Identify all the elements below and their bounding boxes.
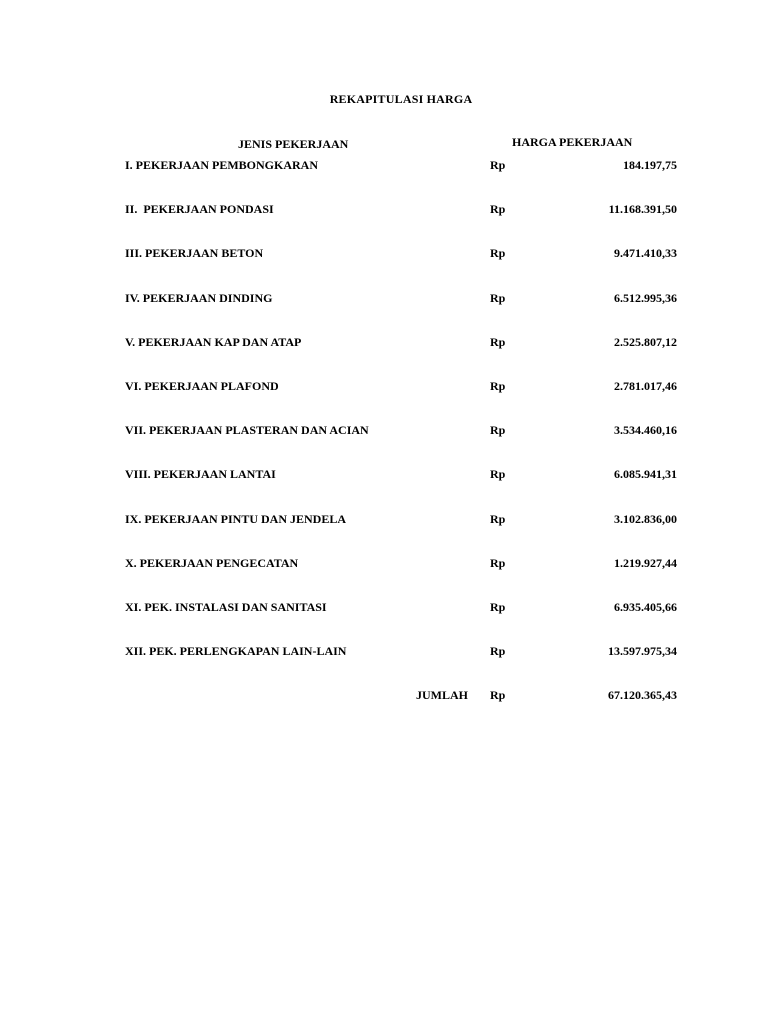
column-header-harga: HARGA PEKERJAAN xyxy=(512,135,633,149)
work-item-label: XII. PEK. PERLENGKAPAN LAIN-LAIN xyxy=(125,644,347,659)
currency-label: Rp xyxy=(490,378,506,393)
cost-row xyxy=(0,423,768,467)
cost-row xyxy=(0,467,768,511)
currency-label: Rp xyxy=(490,423,506,438)
total-label: JUMLAH xyxy=(416,688,468,702)
work-item-label: VIII. PEKERJAAN LANTAI xyxy=(125,467,276,482)
cost-row xyxy=(0,335,768,379)
cost-amount: 13.597.975,34 xyxy=(608,644,677,659)
total-row xyxy=(0,688,768,704)
work-item-label: II. PEKERJAAN PONDASI xyxy=(125,202,274,217)
cost-summary-list xyxy=(0,158,768,688)
cost-row xyxy=(0,600,768,644)
cost-amount: 2.525.807,12 xyxy=(614,334,677,349)
work-item-label: VII. PEKERJAAN PLASTERAN DAN ACIAN xyxy=(125,423,369,438)
work-item-label: I. PEKERJAAN PEMBONGKARAN xyxy=(125,158,319,172)
cost-row xyxy=(0,291,768,335)
document-title: REKAPITULASI HARGA xyxy=(329,92,473,106)
work-item-label: XI. PEK. INSTALASI DAN SANITASI xyxy=(125,599,327,614)
currency-label: Rp xyxy=(490,467,506,482)
cost-row xyxy=(0,158,768,202)
work-item-label: V. PEKERJAAN KAP DAN ATAP xyxy=(125,334,302,349)
currency-label: Rp xyxy=(490,158,506,172)
total-currency-label: Rp xyxy=(490,688,506,702)
cost-amount: 1.219.927,44 xyxy=(614,555,677,570)
work-item-label: III. PEKERJAAN BETON xyxy=(125,246,264,261)
total-amount: 67.120.365,43 xyxy=(608,688,677,702)
currency-label: Rp xyxy=(490,334,506,349)
cost-row xyxy=(0,246,768,290)
cost-row xyxy=(0,644,768,688)
cost-row xyxy=(0,512,768,556)
currency-label: Rp xyxy=(490,555,506,570)
currency-label: Rp xyxy=(490,511,506,526)
cost-amount: 184.197,75 xyxy=(623,158,677,172)
work-item-label: VI. PEKERJAAN PLAFOND xyxy=(125,378,279,393)
currency-label: Rp xyxy=(490,644,506,659)
cost-amount: 6.935.405,66 xyxy=(614,599,677,614)
column-header-jenis: JENIS PEKERJAAN xyxy=(238,137,349,151)
cost-row xyxy=(0,202,768,246)
currency-label: Rp xyxy=(490,290,506,305)
cost-amount: 6.512.995,36 xyxy=(614,290,677,305)
cost-amount: 6.085.941,31 xyxy=(614,467,677,482)
work-item-label: X. PEKERJAAN PENGECATAN xyxy=(125,555,299,570)
cost-amount: 3.534.460,16 xyxy=(614,423,677,438)
cost-amount: 9.471.410,33 xyxy=(614,246,677,261)
cost-row xyxy=(0,556,768,600)
currency-label: Rp xyxy=(490,246,506,261)
cost-row xyxy=(0,379,768,423)
currency-label: Rp xyxy=(490,599,506,614)
work-item-label: IX. PEKERJAAN PINTU DAN JENDELA xyxy=(125,511,347,526)
cost-amount: 11.168.391,50 xyxy=(608,202,677,217)
cost-amount: 3.102.836,00 xyxy=(614,511,677,526)
currency-label: Rp xyxy=(490,202,506,217)
work-item-label: IV. PEKERJAAN DINDING xyxy=(125,290,273,305)
cost-amount: 2.781.017,46 xyxy=(614,378,677,393)
